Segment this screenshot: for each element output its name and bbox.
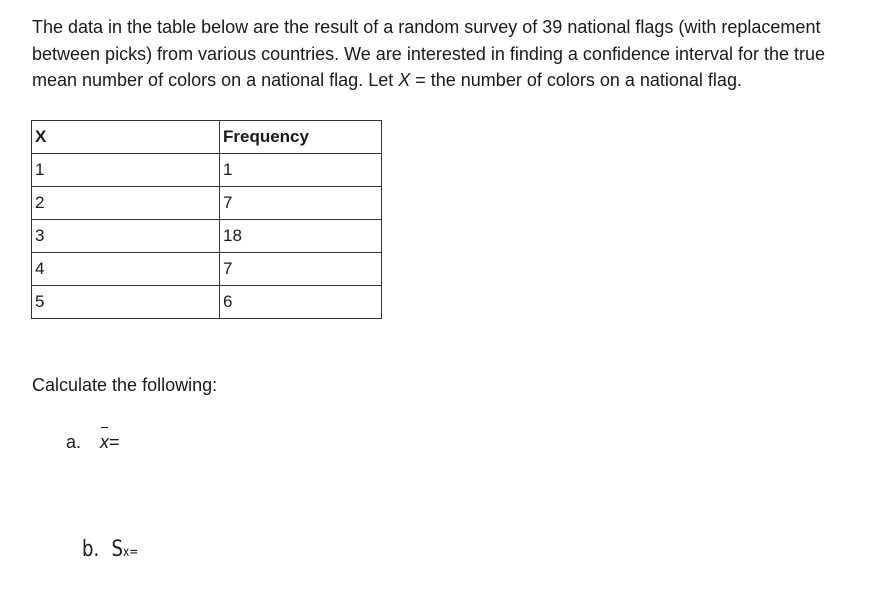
cell-x: 5	[32, 286, 220, 319]
table-row	[32, 187, 382, 220]
intro-text-start: The data in the table below are the result of a random survey of 39 national flags (with replacement between picks) from various countries. We are interested in finding a confidence interval for the true mean number of colors on a national flag. Let	[32, 17, 826, 90]
sample-sd-subscript: x=	[122, 545, 139, 560]
problem-statement	[32, 14, 872, 94]
cell-frequency: 7	[220, 253, 382, 286]
variable-x: X	[398, 70, 411, 90]
table-header-row	[32, 121, 382, 154]
cell-x: 1	[32, 154, 220, 187]
table-row	[32, 286, 382, 319]
question-b	[82, 537, 138, 562]
cell-x: 3	[32, 220, 220, 253]
cell-frequency: 18	[220, 220, 382, 253]
table-row	[32, 154, 382, 187]
sample-sd-symbol: S	[111, 537, 123, 562]
calculate-prompt: Calculate the following:	[32, 375, 218, 395]
cell-x: 2	[32, 187, 220, 220]
header-x: X	[32, 121, 220, 154]
cell-frequency: 1	[220, 154, 382, 187]
cell-x: 4	[32, 253, 220, 286]
header-frequency: Frequency	[220, 121, 382, 154]
table-row	[32, 220, 382, 253]
cell-frequency: 7	[220, 187, 382, 220]
sample-mean-symbol: x	[100, 432, 109, 452]
cell-frequency: 6	[220, 286, 382, 319]
intro-text-end: = the number of colors on a national flag.	[410, 70, 742, 90]
question-b-letter: b.	[82, 537, 100, 562]
frequency-table	[31, 120, 382, 319]
question-a-equals: =	[109, 432, 120, 452]
question-a-letter: a.	[66, 432, 82, 452]
question-a	[66, 432, 120, 453]
table-row	[32, 253, 382, 286]
